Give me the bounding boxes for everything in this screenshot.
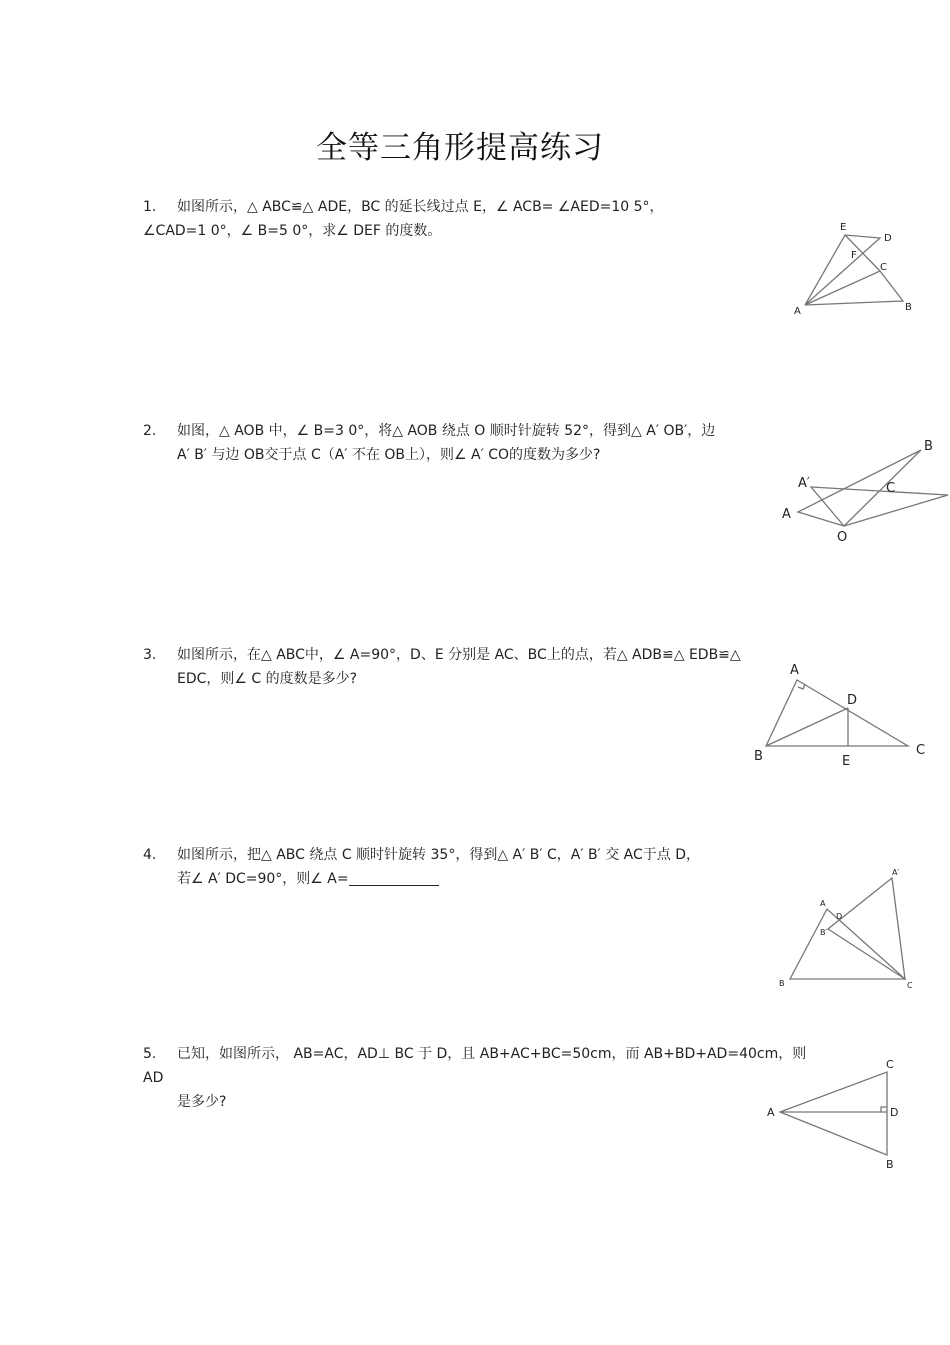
question-number: 5. <box>143 1046 157 1062</box>
label-a-prime: A′ <box>892 868 900 877</box>
triangle-aob <box>798 450 921 526</box>
segment-bd <box>766 708 848 746</box>
label-c: C <box>907 981 913 990</box>
question-number: 2. <box>143 423 157 439</box>
label-c: C <box>916 743 926 758</box>
label-a: A <box>790 663 799 678</box>
label-e: E <box>842 754 851 769</box>
figure-1 <box>790 218 920 318</box>
label-a: A <box>820 899 826 908</box>
triangle-abc <box>780 1072 887 1155</box>
question-2 <box>143 419 813 467</box>
figure-3 <box>750 660 935 775</box>
triangle-abc <box>805 271 903 305</box>
question-text-line2: EDC，则∠ C 的度数是多少? <box>177 671 358 687</box>
label-f: F <box>851 250 857 261</box>
question-number: 1. <box>143 199 157 215</box>
question-number: 4. <box>143 847 157 863</box>
label-a-prime: A′ <box>798 476 810 491</box>
label-o: O <box>837 530 848 545</box>
question-text-line2-wrap <box>143 867 813 891</box>
label-a: A <box>782 507 791 522</box>
question-number: 3. <box>143 647 157 663</box>
label-d: D <box>890 1106 899 1119</box>
answer-blank <box>349 869 439 886</box>
label-d: D <box>836 912 843 921</box>
label-a: A <box>794 306 801 317</box>
label-b: B <box>905 302 912 313</box>
question-4 <box>143 843 813 891</box>
page-title: 全等三角形提高练习 <box>316 130 604 166</box>
label-b: B <box>754 749 763 764</box>
triangle-a1b1c <box>828 878 905 979</box>
label-c: C <box>886 481 896 496</box>
question-text-line1: 如图所示，在△ ABC中，∠ A=90°，D、E 分别是 AC、BC上的点，若△ ADB≌△ EDB≌△ <box>177 647 741 663</box>
question-text-line2: 若∠ A′ DC=90°，则∠ A= <box>177 871 349 887</box>
label-b: B <box>779 979 785 988</box>
label-c: C <box>880 262 887 273</box>
question-text-line1: 如图所示，△ ABC≌△ ADE，BC 的延长线过点 E，∠ ACB= ∠AED=10 5°， <box>177 199 664 215</box>
label-b: B <box>886 1158 894 1171</box>
label-b-prime: B′ <box>820 928 828 937</box>
triangle-a1ob1 <box>811 487 948 526</box>
question-text-line2: 是多少? <box>177 1094 227 1110</box>
question-text-line2: ∠CAD=1 0°，∠ B=5 0°，求∠ DEF 的度数。 <box>143 223 442 239</box>
label-d: D <box>847 693 858 708</box>
question-3 <box>143 643 813 691</box>
question-text-line2: A′ B′ 与边 OB交于点 C（A′ 不在 OB上），则∠ A′ CO的度数为多少? <box>177 447 601 463</box>
question-text-line1: 如图，△ AOB 中，∠ B=3 0°，将△ AOB 绕点 O 顺时针旋转 52°，得到△ A′ OB′，边 <box>177 423 716 439</box>
question-5 <box>143 1042 813 1114</box>
question-1 <box>143 195 813 243</box>
figure-4 <box>775 865 925 995</box>
label-c: C <box>886 1058 894 1071</box>
figure-2 <box>778 432 948 547</box>
right-angle-mark <box>881 1107 887 1112</box>
label-e: E <box>840 222 847 233</box>
label-a: A <box>767 1106 775 1119</box>
figure-5 <box>762 1055 912 1175</box>
label-b: B <box>924 439 933 454</box>
question-text-line1: 如图所示，把△ ABC 绕点 C 顺时针旋转 35°，得到△ A′ B′ C，A′ B′ 交 AC于点 D， <box>177 847 700 863</box>
label-d: D <box>884 233 892 244</box>
question-text-line1: 已知，如图所示， AB=AC，AD⊥ BC 于 D，且 AB+AC+BC=50cm，而 AB+BD+AD=40cm，则 AD <box>143 1046 807 1086</box>
triangle-ade <box>805 235 880 305</box>
